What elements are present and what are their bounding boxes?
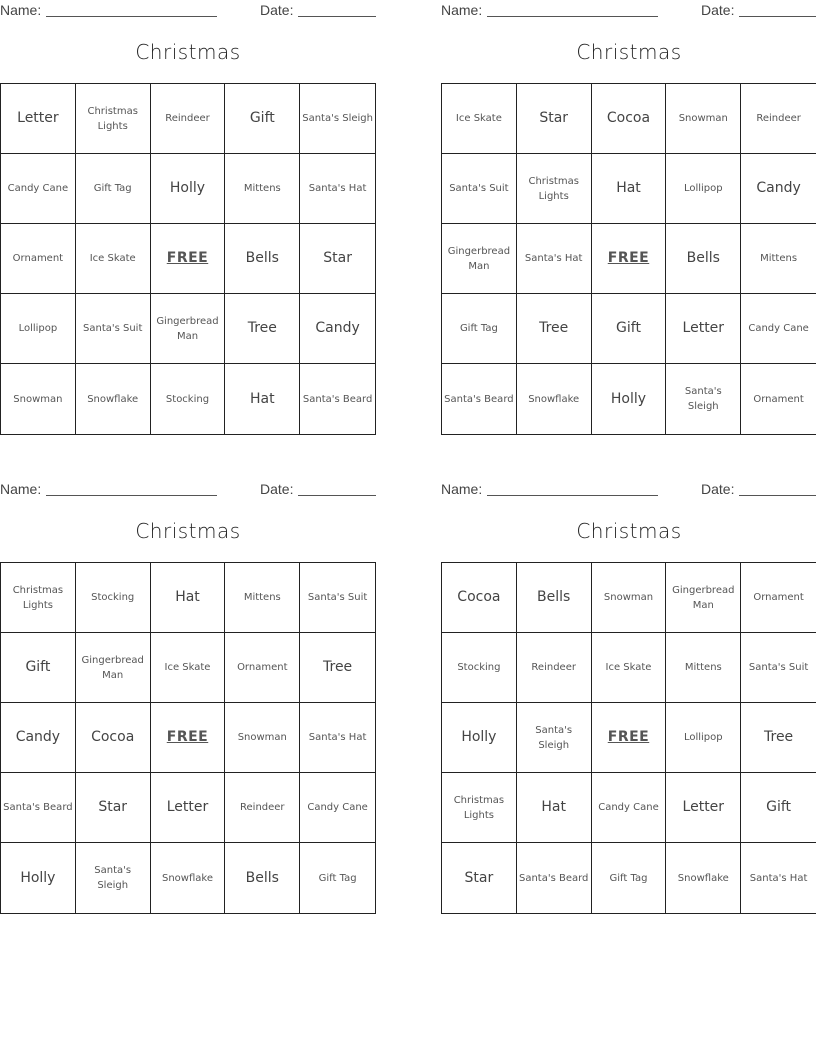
bingo-cell: Bells xyxy=(225,224,300,294)
bingo-cell: Star xyxy=(300,224,375,294)
date-blank xyxy=(739,16,816,17)
card-header xyxy=(441,0,816,22)
date-blank xyxy=(739,495,816,496)
bingo-cell: Snowflake xyxy=(151,843,226,913)
bingo-cell: Tree xyxy=(225,294,300,364)
bingo-cell: Santa's Beard xyxy=(302,393,373,405)
date-label: Date: xyxy=(701,2,735,18)
bingo-cell: Hat xyxy=(151,563,226,633)
bingo-cell: Gingerbread Man xyxy=(151,294,226,364)
name-label: Name: xyxy=(441,2,483,18)
bingo-cell: Ornament xyxy=(1,224,76,294)
bingo-cell: Snowman xyxy=(1,364,76,434)
bingo-cell: Santa's Suit xyxy=(300,563,375,633)
bingo-cell: Holly xyxy=(1,843,76,913)
bingo-cell: Stocking xyxy=(76,563,151,633)
bingo-cell: Ice Skate xyxy=(442,84,517,154)
card-title: Christmas xyxy=(135,40,241,64)
bingo-cell: Mittens xyxy=(225,154,300,224)
bingo-cell: Holly xyxy=(442,703,517,773)
date-label: Date: xyxy=(701,481,735,497)
bingo-cell: Ornament xyxy=(225,633,300,703)
bingo-cell: Lollipop xyxy=(666,154,741,224)
bingo-cell: Gingerbread Man xyxy=(666,563,741,633)
name-blank xyxy=(487,495,658,496)
bingo-cell: Stocking xyxy=(442,633,517,703)
bingo-cell: Ice Skate xyxy=(151,633,226,703)
date-blank xyxy=(298,495,376,496)
bingo-cell: Candy xyxy=(1,703,76,773)
bingo-cell: Santa's Suit xyxy=(741,633,816,703)
bingo-cell: Santa's Suit xyxy=(76,294,151,364)
free-space: FREE xyxy=(151,224,226,294)
name-label: Name: xyxy=(0,2,42,18)
bingo-cell: Hat xyxy=(225,364,300,434)
bingo-cell: Christmas Lights xyxy=(1,563,76,633)
bingo-cell: Candy Cane xyxy=(300,773,375,843)
bingo-cell: Tree xyxy=(741,703,816,773)
card-title: Christmas xyxy=(135,519,241,543)
bingo-cell: Bells xyxy=(666,224,741,294)
bingo-cell: Gift xyxy=(592,294,667,364)
bingo-cell: Candy xyxy=(741,154,816,224)
name-blank xyxy=(487,16,658,17)
bingo-cell: Star xyxy=(442,843,517,913)
bingo-cell: Mittens xyxy=(225,563,300,633)
bingo-cell: Snowflake xyxy=(517,364,592,434)
bingo-cell: Candy Cane xyxy=(592,773,667,843)
bingo-cell: Santa's Sleigh xyxy=(517,703,592,773)
name-label: Name: xyxy=(441,481,483,497)
bingo-cell: Reindeer xyxy=(517,633,592,703)
bingo-grid xyxy=(441,562,816,914)
bingo-cell: Gingerbread Man xyxy=(76,633,151,703)
bingo-cell: Reindeer xyxy=(151,84,226,154)
free-space: FREE xyxy=(592,703,667,773)
bingo-cell: Gift Tag xyxy=(442,294,517,364)
bingo-card-3 xyxy=(0,479,376,919)
card-header xyxy=(441,479,816,501)
bingo-cell: Snowflake xyxy=(666,843,741,913)
bingo-cell: Holly xyxy=(592,364,667,434)
bingo-grid xyxy=(441,83,816,435)
bingo-cell: Santa's Suit xyxy=(442,154,517,224)
bingo-cell: Gift xyxy=(741,773,816,843)
bingo-cell: Cocoa xyxy=(76,703,151,773)
bingo-cell: Letter xyxy=(1,84,76,154)
bingo-cell: Christmas Lights xyxy=(442,773,517,843)
card-header xyxy=(0,479,376,501)
bingo-cell: Stocking xyxy=(151,364,226,434)
bingo-cell: Reindeer xyxy=(225,773,300,843)
bingo-cell: Letter xyxy=(666,294,741,364)
bingo-cell: Gift Tag xyxy=(592,843,667,913)
bingo-cell: Snowman xyxy=(666,84,741,154)
bingo-card-4 xyxy=(441,479,816,919)
bingo-cell: Star xyxy=(517,84,592,154)
bingo-cell: Christmas Lights xyxy=(517,154,592,224)
bingo-cell: Gingerbread Man xyxy=(442,224,517,294)
bingo-cell: Tree xyxy=(300,633,375,703)
free-space: FREE xyxy=(592,224,667,294)
date-label: Date: xyxy=(260,2,294,18)
name-blank xyxy=(46,16,217,17)
bingo-cell: Santa's Hat xyxy=(300,703,375,773)
bingo-cell: Ornament xyxy=(741,563,816,633)
bingo-cell: Cocoa xyxy=(442,563,517,633)
bingo-card-1 xyxy=(0,0,376,440)
bingo-cell: Gift Tag xyxy=(76,154,151,224)
bingo-cell: Lollipop xyxy=(666,703,741,773)
bingo-cell: Snowman xyxy=(225,703,300,773)
bingo-cell: Reindeer xyxy=(741,84,816,154)
bingo-cell: Gift xyxy=(225,84,300,154)
bingo-cell: Santa's Hat xyxy=(749,872,808,884)
bingo-cell: Cocoa xyxy=(592,84,667,154)
bingo-cell: Santa's Sleigh xyxy=(300,84,375,154)
bingo-cell: Candy xyxy=(300,294,375,364)
bingo-grid xyxy=(0,562,376,914)
bingo-cell: Snowman xyxy=(592,563,667,633)
bingo-cell: Mittens xyxy=(741,224,816,294)
bingo-cell: Gift Tag xyxy=(318,872,357,884)
bingo-cell: Santa's Beard xyxy=(1,773,76,843)
bingo-cell: Holly xyxy=(151,154,226,224)
bingo-cell: Bells xyxy=(225,843,300,913)
bingo-cell: Santa's Hat xyxy=(300,154,375,224)
bingo-cell: Bells xyxy=(517,563,592,633)
bingo-card-2 xyxy=(441,0,816,440)
bingo-cell: Santa's Sleigh xyxy=(76,843,151,913)
date-blank xyxy=(298,16,376,17)
bingo-cell: Hat xyxy=(517,773,592,843)
bingo-cell: Ice Skate xyxy=(76,224,151,294)
name-blank xyxy=(46,495,217,496)
bingo-cell: Ornament xyxy=(753,393,804,405)
bingo-cell: Tree xyxy=(517,294,592,364)
bingo-cell: Letter xyxy=(666,773,741,843)
name-label: Name: xyxy=(0,481,42,497)
bingo-cell: Santa's Beard xyxy=(517,843,592,913)
bingo-cell: Christmas Lights xyxy=(76,84,151,154)
bingo-cell: Santa's Sleigh xyxy=(666,364,741,434)
bingo-cell: Santa's Beard xyxy=(442,364,517,434)
bingo-cell: Candy Cane xyxy=(1,154,76,224)
bingo-cell: Ice Skate xyxy=(592,633,667,703)
bingo-cell: Candy Cane xyxy=(741,294,816,364)
card-title: Christmas xyxy=(576,40,682,64)
free-space: FREE xyxy=(151,703,226,773)
bingo-cell: Hat xyxy=(592,154,667,224)
card-header xyxy=(0,0,376,22)
card-title: Christmas xyxy=(576,519,682,543)
bingo-cell: Snowflake xyxy=(76,364,151,434)
bingo-cell: Mittens xyxy=(666,633,741,703)
date-label: Date: xyxy=(260,481,294,497)
bingo-cell: Santa's Hat xyxy=(517,224,592,294)
bingo-cell: Gift xyxy=(1,633,76,703)
bingo-cell: Lollipop xyxy=(1,294,76,364)
bingo-cell: Star xyxy=(76,773,151,843)
bingo-cell: Letter xyxy=(151,773,226,843)
bingo-grid xyxy=(0,83,376,435)
